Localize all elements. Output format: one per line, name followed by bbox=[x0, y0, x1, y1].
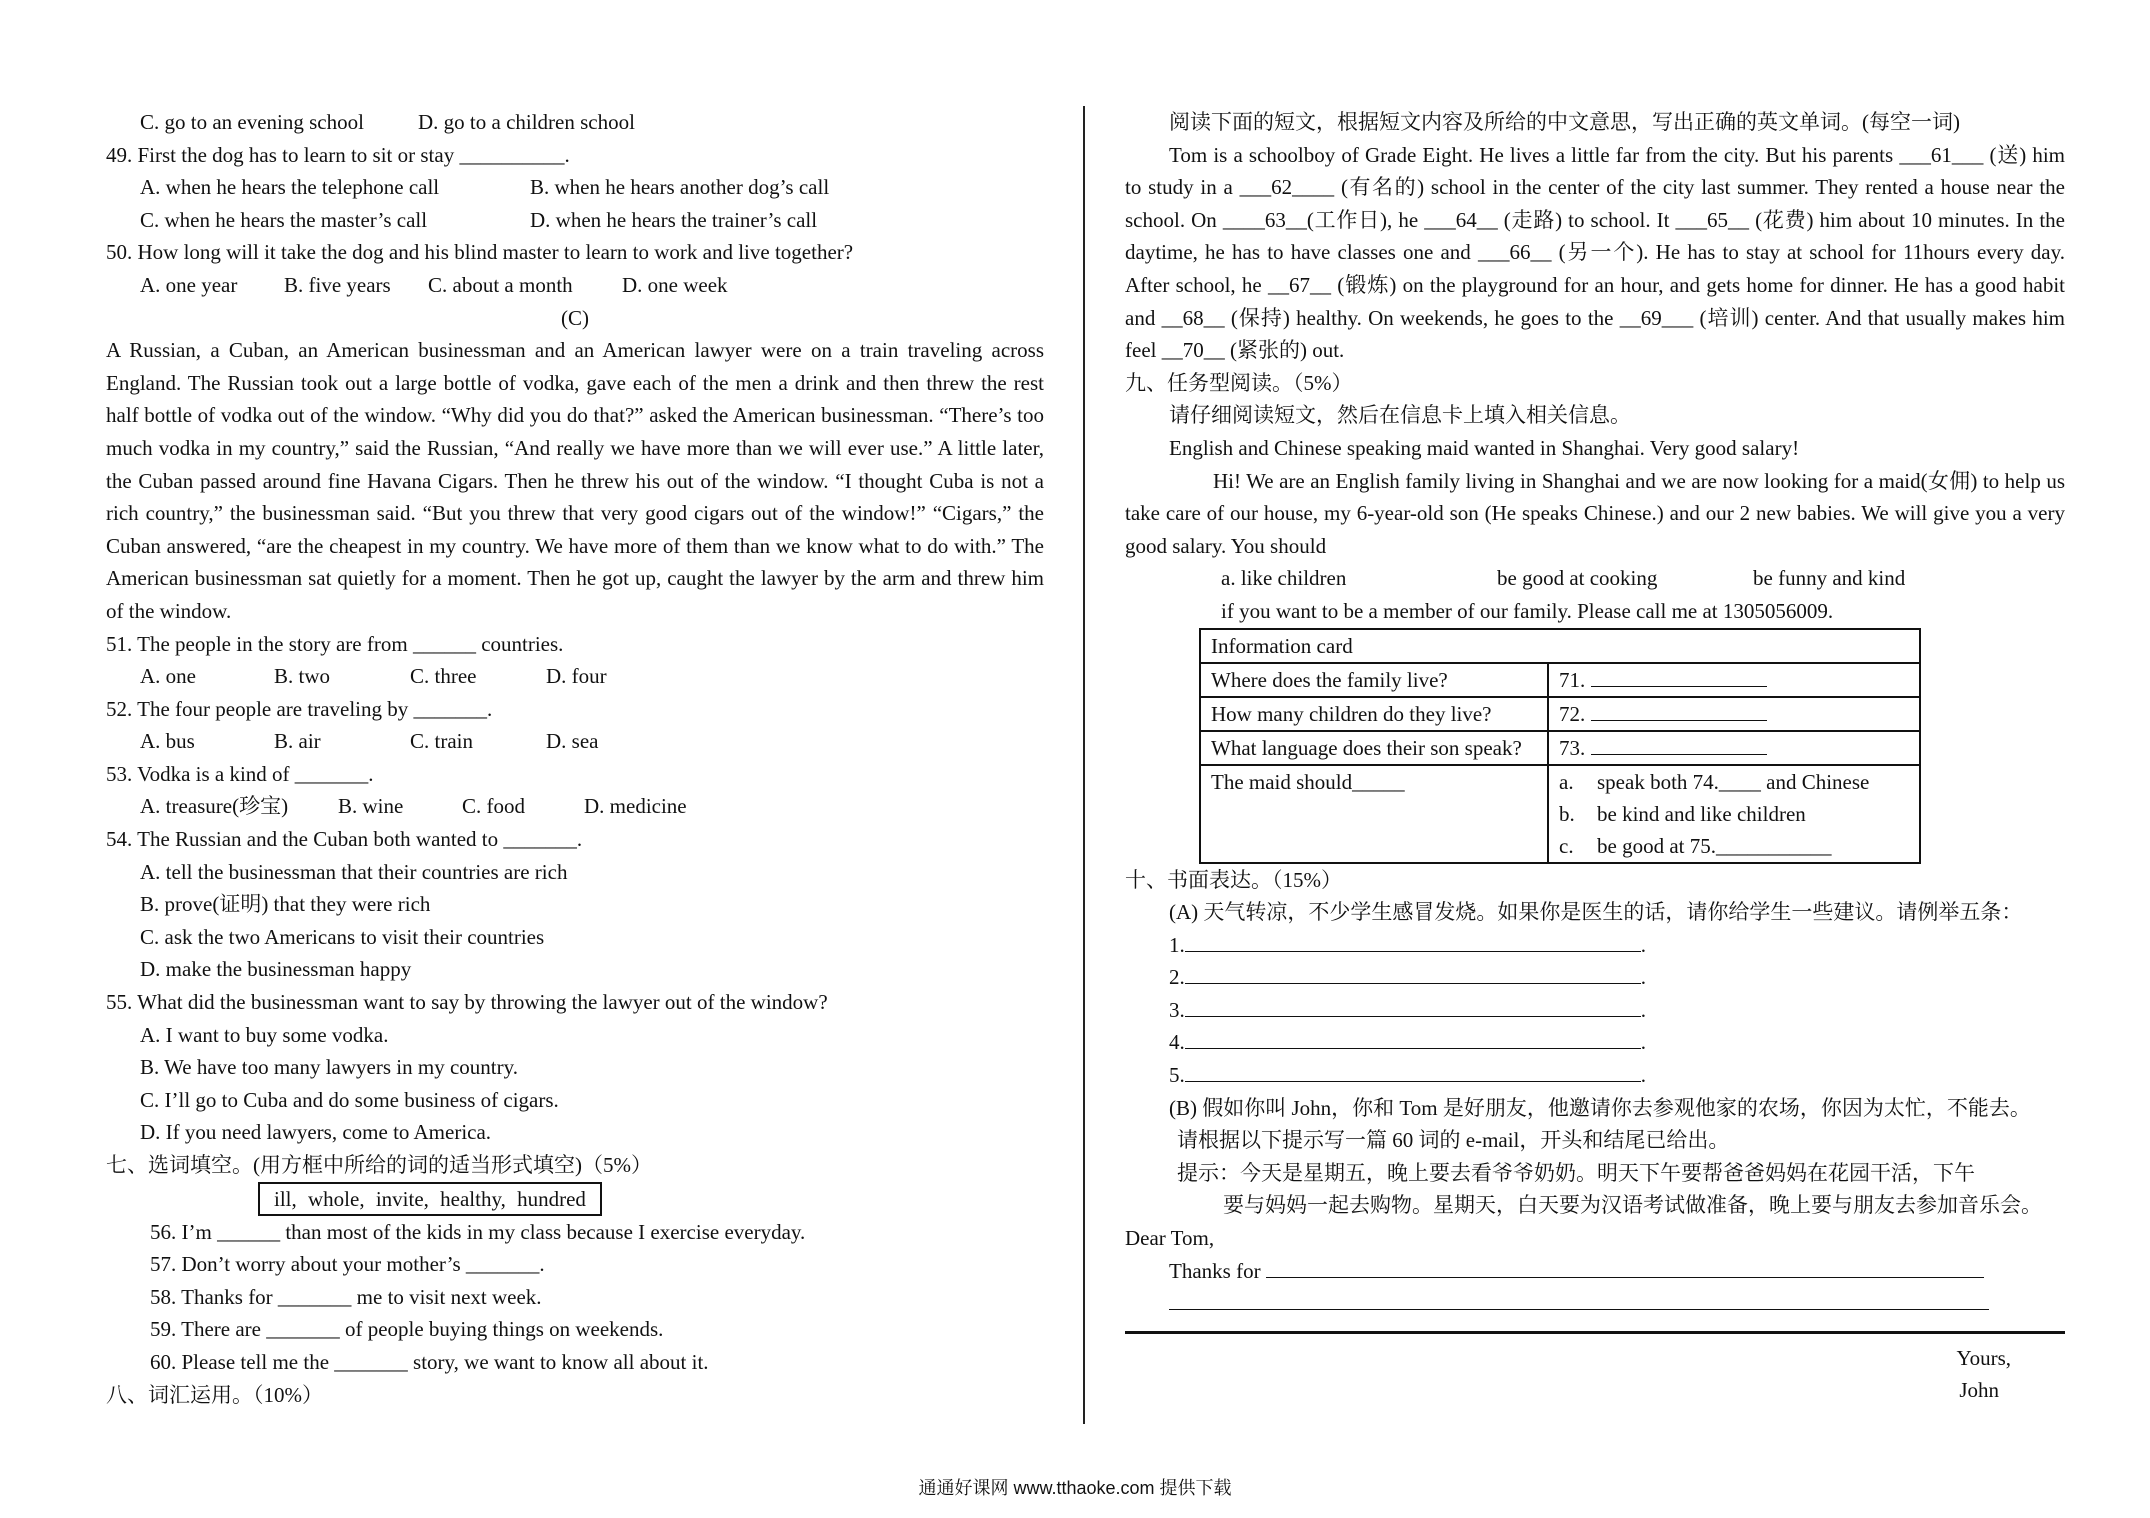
item-label: c. bbox=[1559, 833, 1574, 858]
email-signature: John bbox=[1959, 1378, 1999, 1403]
section8-heading: 八、词汇运用。（10%） bbox=[106, 1382, 323, 1407]
word-box-row bbox=[106, 1182, 1044, 1216]
section10-heading: 十、书面表达。（15%） bbox=[1125, 867, 1342, 892]
right-column bbox=[1125, 106, 2065, 1407]
option: D. make the businessman happy bbox=[140, 957, 412, 982]
option: A. bus bbox=[140, 729, 195, 754]
horizontal-rule bbox=[1125, 1331, 2065, 1334]
ad-requirements bbox=[1125, 562, 2065, 595]
item-text: be good at 75.___________ bbox=[1597, 833, 1832, 858]
q53-options bbox=[106, 790, 1044, 823]
column-divider bbox=[1083, 106, 1085, 1424]
section9-instruction: 请仔细阅读短文，然后在信息卡上填入相关信息。 bbox=[1169, 403, 1631, 428]
q57: 57. Don’t worry about your mother’s _______. bbox=[150, 1252, 545, 1277]
card-header: Information card bbox=[1200, 629, 1920, 663]
part-b-prompt: (B) 假如你叫 John，你和 Tom 是好朋友，他邀请你去参观他家的农场，你因为太忙，不能去。 bbox=[1169, 1095, 2031, 1120]
option: C. three bbox=[410, 664, 477, 689]
q51-options bbox=[106, 660, 1044, 693]
option: D. go to a children school bbox=[418, 110, 635, 134]
option: A. when he hears the telephone call bbox=[140, 175, 440, 200]
information-card bbox=[1199, 628, 1921, 864]
option: B. five years bbox=[284, 272, 391, 297]
q49-options bbox=[106, 171, 1044, 204]
card-should-list bbox=[1548, 765, 1920, 863]
requirement: be funny and kind bbox=[1753, 566, 1906, 591]
section8-passage: Tom is a schoolboy of Grade Eight. He lives a little far from the city. But his parents ___61___ (送) him to study in a ___62____ (有名的) school in the center of the city last summer. They rented a house near the school. On ____63__(工作日), he ___64__ (走路) to school. It ___65__ (花费) him about 10 minutes. In the daytime, he has to have classes one and ___66__ (另一个). He has to stay at school for 11hours every day. After school, he __67__ (锻炼) on the playground for an hour, and gets home for dinner. He has a good habit and __68__ (保持) healthy. On weekends, he goes to the __69___ (培训) center. And that usually makes him feel __70__ (紧张的) out. bbox=[1125, 142, 2065, 363]
requirement: a. like children bbox=[1221, 566, 1347, 591]
q56: 56. I’m ______ than most of the kids in my class because I exercise everyday. bbox=[150, 1219, 806, 1244]
item-label: b. bbox=[1559, 801, 1575, 826]
q59: 59. There are _______ of people buying things on weekends. bbox=[150, 1317, 664, 1342]
ad-call: if you want to be a member of our family. Please call me at 1305056009. bbox=[1221, 598, 1834, 623]
line-number: 1. bbox=[1169, 932, 1185, 957]
email-closing: Yours, bbox=[1956, 1345, 2011, 1370]
option: B. wine bbox=[338, 794, 404, 819]
q52-options bbox=[106, 725, 1044, 758]
writing-line[interactable] bbox=[1185, 1026, 1641, 1049]
word-box: ill, whole, invite, healthy, hundred bbox=[258, 1182, 602, 1216]
option: C. food bbox=[462, 794, 525, 819]
line-number: 4. bbox=[1169, 1030, 1185, 1055]
advice-line: 1. . bbox=[1169, 929, 2065, 962]
q51-stem: 51. The people in the story are from ______ countries. bbox=[106, 631, 564, 656]
card-question: Where does the family live? bbox=[1200, 663, 1548, 697]
option: C. about a month bbox=[428, 272, 573, 297]
writing-line[interactable] bbox=[1266, 1255, 1984, 1278]
option: D. sea bbox=[546, 729, 599, 754]
option: D. when he hears the trainer’s call bbox=[530, 207, 818, 232]
writing-line[interactable] bbox=[1185, 961, 1641, 984]
option: B. when he hears another dog’s call bbox=[530, 175, 830, 200]
should-item bbox=[1559, 766, 1909, 798]
writing-line[interactable] bbox=[1185, 929, 1641, 952]
requirement: be good at cooking bbox=[1497, 566, 1658, 591]
advice-lines bbox=[1125, 929, 2065, 1092]
section7-heading: 七、选词填空。(用方框中所给的词的适当形式填空)（5%） bbox=[106, 1153, 652, 1177]
part-a-prompt: (A) 天气转凉，不少学生感冒发烧。如果你是医生的话，请你给学生一些建议。请例举五条： bbox=[1169, 900, 2023, 925]
advice-line: 4. . bbox=[1169, 1026, 2065, 1059]
part-b-hint: 提示：今天是星期五，晚上要去看爷爷奶奶。明天下午要帮爸爸妈妈在花园干活，下午 bbox=[1177, 1160, 1975, 1185]
should-item bbox=[1559, 830, 1909, 862]
answer-blank-73[interactable] bbox=[1591, 732, 1767, 755]
card-answer-cell bbox=[1548, 731, 1920, 765]
option: B. two bbox=[274, 664, 331, 689]
q50-stem: 50. How long will it take the dog and his blind master to learn to work and live together? bbox=[106, 240, 854, 265]
item-text: speak both 74.____ and Chinese bbox=[1597, 769, 1870, 794]
q50-options bbox=[106, 269, 1044, 302]
card-question: The maid should_____ bbox=[1200, 765, 1548, 863]
item-label: a. bbox=[1559, 769, 1574, 794]
writing-line[interactable] bbox=[1185, 1059, 1641, 1082]
item-text: be kind and like children bbox=[1597, 801, 1806, 826]
card-question: What language does their son speak? bbox=[1200, 731, 1548, 765]
q58: 58. Thanks for _______ me to visit next week. bbox=[150, 1284, 542, 1309]
card-answer-cell bbox=[1548, 697, 1920, 731]
line-number: 3. bbox=[1169, 997, 1185, 1022]
advice-line: 2. . bbox=[1169, 961, 2065, 994]
line-number: 5. bbox=[1169, 1063, 1185, 1088]
answer-blank-72[interactable] bbox=[1591, 698, 1767, 721]
option: C. go to an evening school bbox=[140, 110, 364, 134]
writing-line[interactable] bbox=[1169, 1287, 1989, 1310]
q49-stem: 49. First the dog has to learn to sit or stay __________. bbox=[106, 142, 570, 167]
email-second-line bbox=[1125, 1287, 2065, 1320]
option: B. air bbox=[274, 729, 321, 754]
option: A. I want to buy some vodka. bbox=[140, 1022, 389, 1047]
option: A. one bbox=[140, 664, 196, 689]
option: D. one week bbox=[622, 272, 728, 297]
passage-c-title: (C) bbox=[561, 305, 589, 330]
should-item bbox=[1559, 798, 1909, 830]
q52-stem: 52. The four people are traveling by _______. bbox=[106, 696, 493, 721]
email-opening: Thanks for bbox=[1169, 1258, 1261, 1283]
option: C. when he hears the master’s call bbox=[140, 207, 428, 232]
option: D. four bbox=[546, 664, 607, 689]
part-b-prompt: 请根据以下提示写一篇 60 词的 e-mail，开头和结尾已给出。 bbox=[1177, 1128, 1730, 1153]
advice-line: 3. . bbox=[1169, 994, 2065, 1027]
option: C. ask the two Americans to visit their countries bbox=[140, 924, 545, 949]
option: A. treasure(珍宝) bbox=[140, 794, 289, 819]
section8-instruction: 阅读下面的短文，根据短文内容及所给的中文意思，写出正确的英文单词。(每空一词) bbox=[1169, 110, 1960, 134]
email-first-line bbox=[1125, 1255, 2065, 1288]
option: C. train bbox=[410, 729, 473, 754]
card-question: How many children do they live? bbox=[1200, 697, 1548, 731]
q60: 60. Please tell me the _______ story, we want to know all about it. bbox=[150, 1349, 709, 1374]
card-answer-label: 72. bbox=[1559, 701, 1591, 726]
line-number: 2. bbox=[1169, 965, 1185, 990]
option: D. If you need lawyers, come to America. bbox=[140, 1120, 492, 1145]
writing-line[interactable] bbox=[1185, 994, 1641, 1017]
left-column bbox=[106, 106, 1044, 1411]
option: A. one year bbox=[140, 272, 238, 297]
email-greeting: Dear Tom, bbox=[1125, 1226, 1215, 1251]
answer-blank-71[interactable] bbox=[1591, 664, 1767, 687]
advice-line: 5. . bbox=[1169, 1059, 2065, 1092]
q48-options bbox=[106, 106, 1044, 139]
card-answer-cell bbox=[1548, 663, 1920, 697]
q53-stem: 53. Vodka is a kind of _______. bbox=[106, 761, 374, 786]
option: A. tell the businessman that their countries are rich bbox=[140, 859, 568, 884]
option: D. medicine bbox=[584, 794, 687, 819]
ad-title: English and Chinese speaking maid wanted in Shanghai. Very good salary! bbox=[1169, 435, 1800, 460]
q55-stem: 55. What did the businessman want to say by throwing the lawyer out of the window? bbox=[106, 990, 828, 1015]
option: C. I’ll go to Cuba and do some business of cigars. bbox=[140, 1087, 559, 1112]
q54-stem: 54. The Russian and the Cuban both wanted to _______. bbox=[106, 827, 583, 852]
passage-c: A Russian, a Cuban, an American businessman and an American lawyer were on a train traveling across England. The Russian took out a large bottle of vodka, gave each of the men a drink and then threw the rest half bottle of vodka out of the window. “Why did you do that?” asked the American businessman. “There’s too much vodka in my country,” said the Russian, “And really we have more than we will ever use.” A little later, the Cuban passed around fine Havana Cigars. Then he threw his out of the window. “I thought Cuba is not a rich country,” the businessman said. “But you threw that very good cigars out of the window!” “Cigars,” the Cuban answered, “are the cheapest in my country. We have more of them than we know what to do with.” The American businessman sat quietly for a moment. Then he got up, caught the lawyer by the arm and threw him of the window. bbox=[106, 338, 1044, 623]
q49-options bbox=[106, 204, 1044, 237]
card-answer-label: 71. bbox=[1559, 667, 1591, 692]
footer: 通通好课网 www.tthaoke.com 提供下载 bbox=[918, 1478, 1232, 1498]
ad-body: Hi! We are an English family living in Shanghai and we are now looking for a maid(女佣) to help us take care of our house, my 6-year-old son (He speaks Chinese.) and our 2 new babies. We will give you a very good salary. You should bbox=[1125, 468, 2065, 558]
option: B. prove(证明) that they were rich bbox=[140, 892, 431, 917]
option: B. We have too many lawyers in my country. bbox=[140, 1055, 518, 1080]
part-b-hint: 要与妈妈一起去购物。星期天，白天要为汉语考试做准备，晚上要与朋友去参加音乐会。 bbox=[1223, 1193, 2042, 1218]
section9-heading: 九、任务型阅读。（5%） bbox=[1125, 370, 1353, 395]
card-answer-label: 73. bbox=[1559, 735, 1591, 760]
